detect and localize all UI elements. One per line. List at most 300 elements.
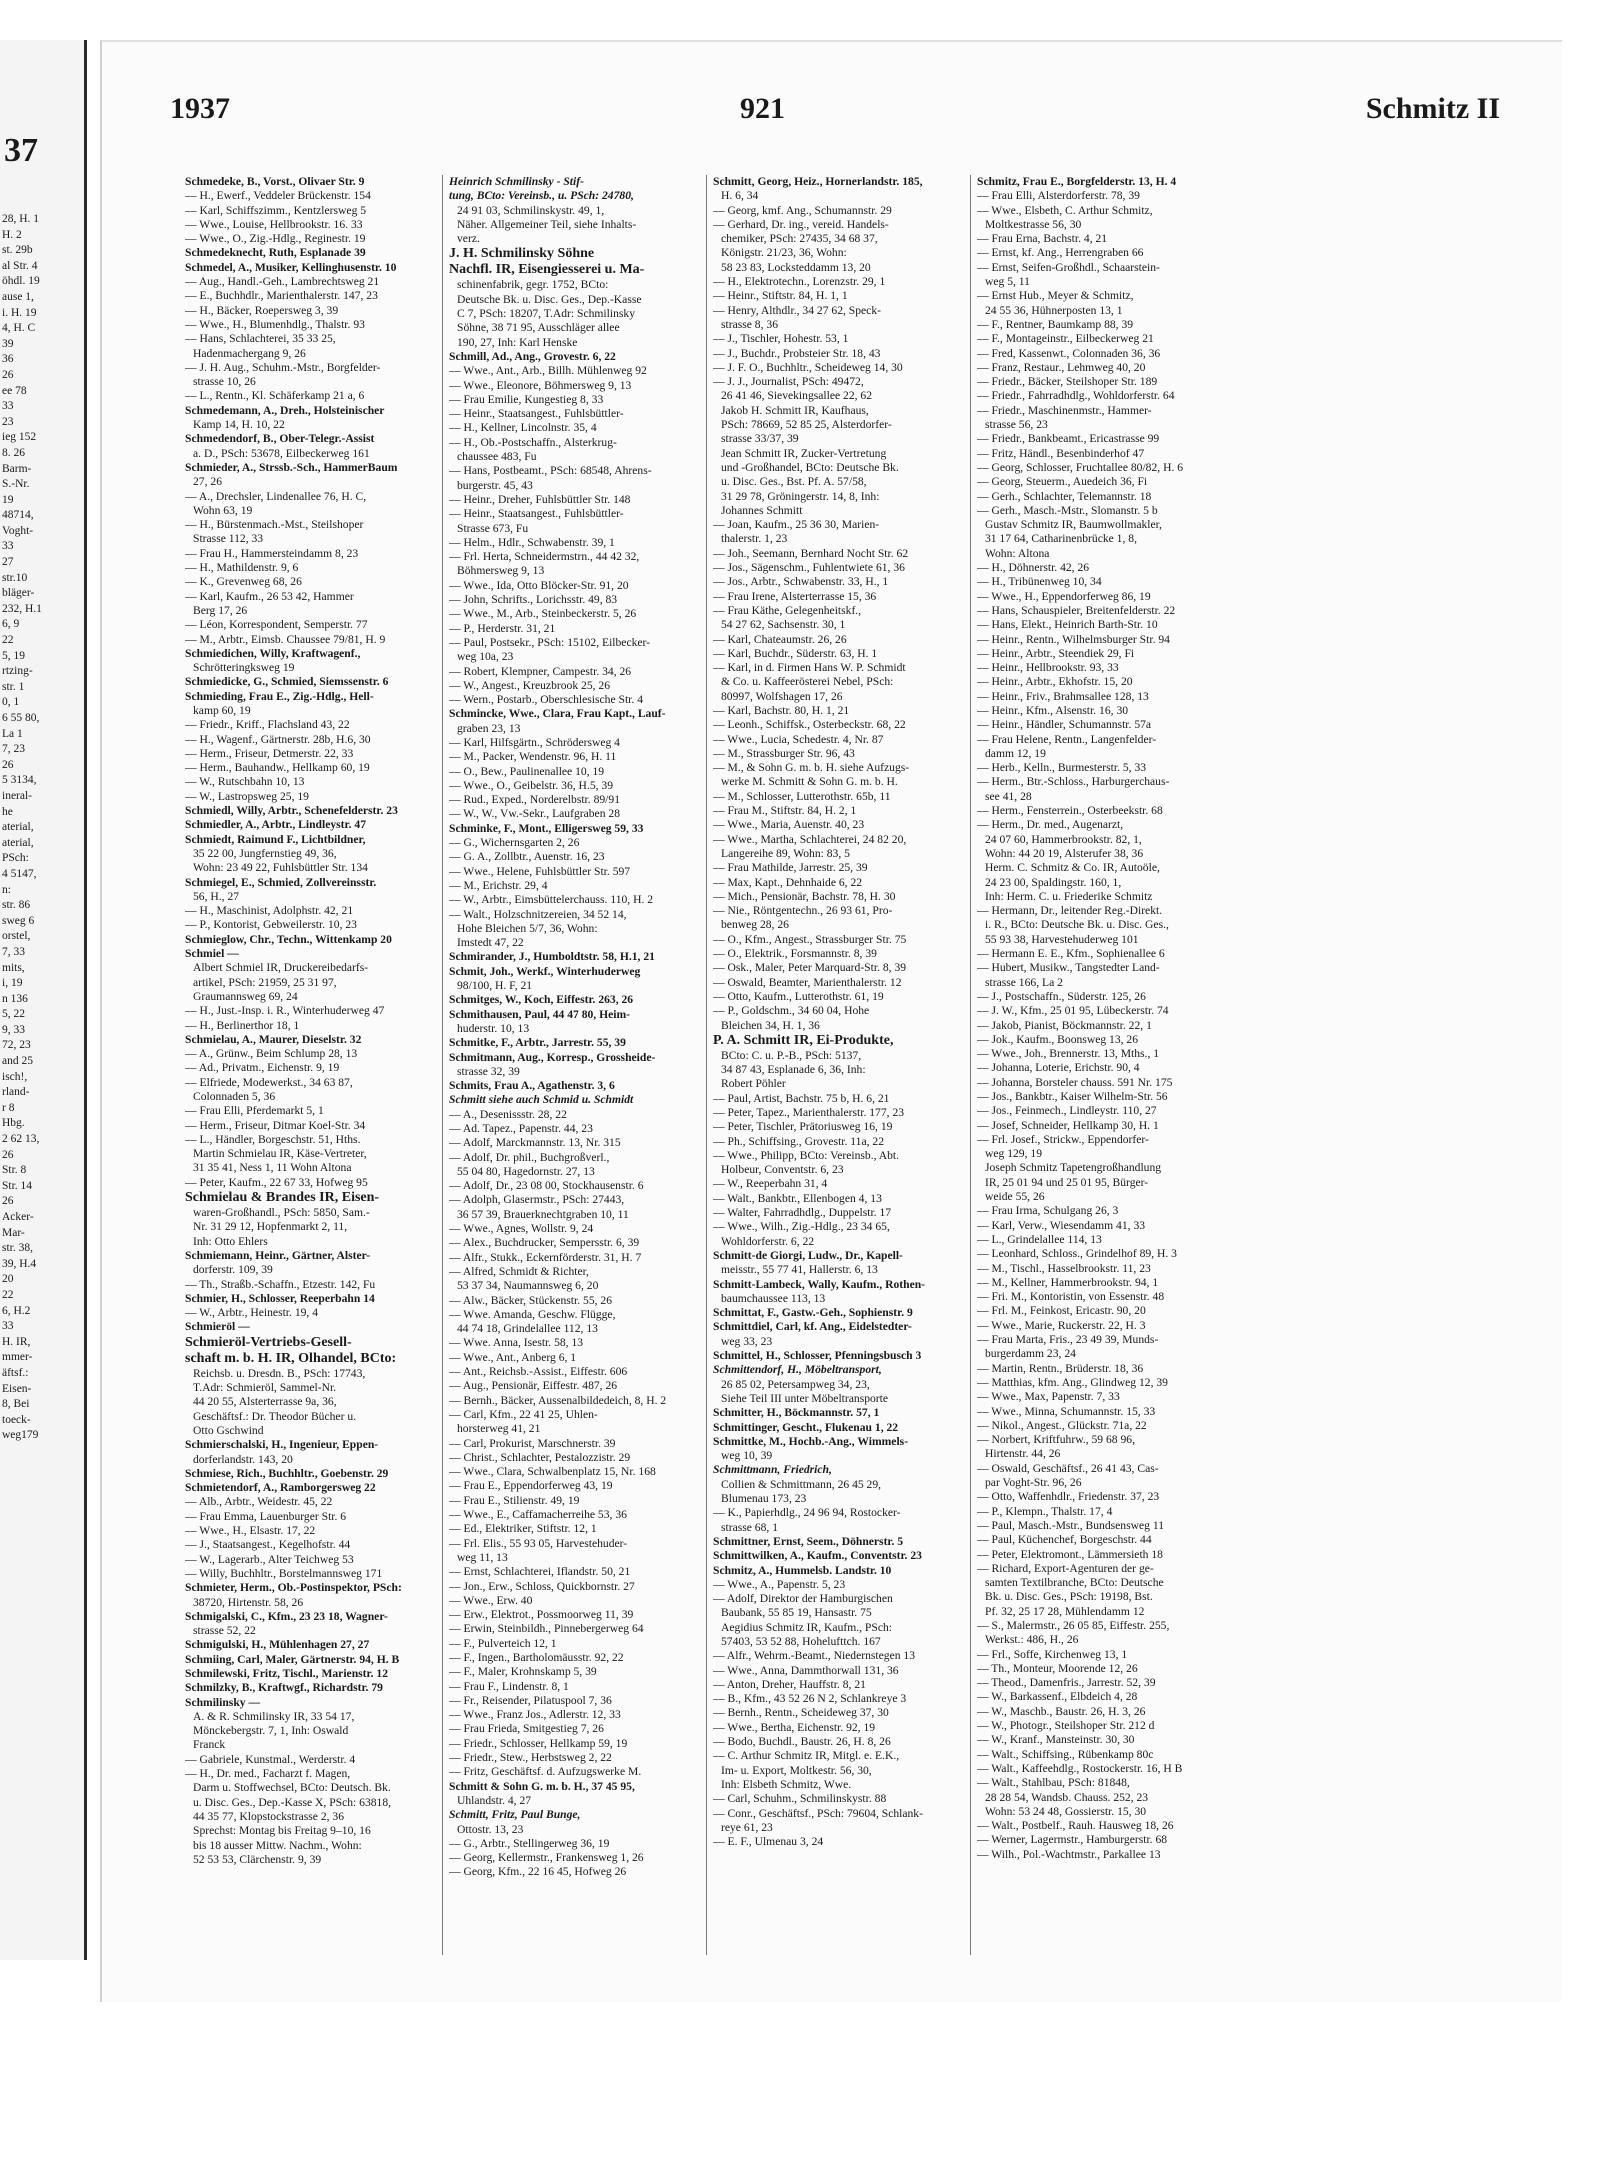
directory-entry-line: — Th., Straßb.-Schaffn., Etzestr. 142, Fu <box>185 1277 376 1291</box>
directory-entry-line: — Frau Mathilde, Jarrestr. 25, 39 <box>713 861 868 875</box>
directory-entry-line: — Friedr., Schlosser, Hellkamp 59, 19 <box>449 1736 628 1750</box>
previous-page-line: Eisen- <box>2 1382 32 1395</box>
previous-page-line: ineral- <box>2 789 33 802</box>
directory-entry-line: — Peter, Tapez., Marienthalerstr. 177, 23 <box>713 1106 905 1119</box>
directory-entry-line: — Karl, Buchdr., Süderstr. 63, H. 1 <box>713 646 878 660</box>
directory-entry-line: — Wwe. Amanda, Geschw. Flügge, <box>449 1307 616 1321</box>
directory-entry-line: — Bernh., Bäcker, Aussenalbildedeich, 8, H. 2 <box>449 1393 667 1407</box>
directory-entry-line: PSch: 78669, 52 85 25, Alsterdorfer- <box>721 418 892 432</box>
directory-entry-line: — Heinr., Händler, Schumannstr. 57a <box>977 718 1152 732</box>
directory-entry-line: strasse 32, 39 <box>457 1064 520 1078</box>
directory-entry-line: — C. Arthur Schmitz IR, Mitgl. e. E.K., <box>713 1749 900 1763</box>
previous-page-line: al Str. 4 <box>2 259 38 272</box>
directory-entry-line: 24 55 36, Hühnerposten 13, 1 <box>985 303 1123 317</box>
directory-entry-line: — Heinr., Staatsangest., Fuhlsbüttler- <box>449 407 624 421</box>
directory-entry-line: — Frau Elli, Pferdemarkt 5, 1 <box>185 1104 324 1118</box>
directory-entry-line: — Otto, Kaufm., Lutterothstr. 61, 19 <box>713 989 884 1003</box>
directory-entry-line: Schmittat, F., Gastw.-Geh., Sophienstr. 9 <box>713 1306 913 1320</box>
directory-entry-line: — H., Bürstenmach.-Mst., Steilshoper <box>185 518 364 532</box>
directory-entry-line: — Alfred, Schmidt & Richter, <box>449 1264 589 1278</box>
directory-entry-line: strasse 166, La 2 <box>985 975 1063 989</box>
directory-entry-line: Schmiedler, A., Arbtr., Lindleystr. 47 <box>185 818 367 832</box>
directory-entry-line: u. Disc. Ges., Dep.-Kasse X, PSch: 63818, <box>193 1795 392 1809</box>
directory-entry-line: Näher. Allgemeiner Teil, siehe Inhalts- <box>457 217 637 231</box>
directory-entry-line: — Oswald, Geschäftsf., 26 41 43, Cas- <box>977 1461 1159 1475</box>
previous-page-line: and 25 <box>2 1055 33 1068</box>
directory-entry-line: — Hermann E. E., Kfm., Sophienallee 6 <box>977 947 1165 961</box>
directory-entry-line: meisstr., 55 77 41, Hallerstr. 6, 13 <box>721 1263 878 1277</box>
directory-entry-line: Baubank, 55 85 19, Hansastr. 75 <box>721 1606 872 1620</box>
directory-entry-line: — Frl., Soffe, Kirchenweg 13, 1 <box>977 1647 1128 1661</box>
directory-entry-line: Schmieding, Frau E., Zig.-Hdlg., Hell- <box>185 689 374 703</box>
directory-entry-line: Werkst.: 486, H., 26 <box>985 1633 1079 1647</box>
directory-entry-line: — Heinr., Staatsangest., Fuhlsbüttler- <box>449 507 624 521</box>
directory-entry-line: — H., Tribünenweg 10, 34 <box>977 575 1102 589</box>
directory-entry-line: 190, 27, Inh: Karl Henske <box>457 335 578 349</box>
directory-entry-line: — Wwe., Martha, Schlachterei, 24 82 20, <box>713 832 907 846</box>
previous-page-number: 37 <box>4 132 38 169</box>
directory-entry-line: Colonnaden 5, 36 <box>193 1090 276 1103</box>
directory-entry-line: Darm u. Stoffwechsel, BCto: Deutsch. Bk. <box>193 1781 391 1795</box>
previous-page-line: sweg 6 <box>2 914 35 927</box>
directory-entry-line: Schmithausen, Paul, 44 47 80, Heim- <box>449 1007 630 1021</box>
directory-entry-line: — Jok., Kaufm., Boonsweg 13, 26 <box>977 1032 1139 1046</box>
directory-entry-line: graben 23, 13 <box>457 721 521 735</box>
previous-page-line: 33 <box>2 540 14 553</box>
directory-entry-line: — L., Rentn., Kl. Schäferkamp 21 a, 6 <box>185 389 365 403</box>
directory-entry-line: — A., Grünw., Beim Schlump 28, 13 <box>185 1047 358 1061</box>
directory-entry-line: — W., Angest., Kreuzbrook 25, 26 <box>449 678 611 692</box>
directory-entry-line: — Friedr., Maschinenmstr., Hammer- <box>977 403 1152 417</box>
directory-entry-line: 34 87 43, Esplanade 6, 36, Inh: <box>721 1063 866 1077</box>
directory-entry-line: strasse 56, 23 <box>985 418 1048 432</box>
directory-entry-line: — Peter, Kaufm., 22 67 33, Hofweg 95 <box>185 1175 368 1189</box>
directory-entry-line: Schmits, Frau A., Agathenstr. 3, 6 <box>449 1079 615 1093</box>
directory-entry-line: — Franz, Restaur., Lehmweg 40, 20 <box>977 360 1146 374</box>
directory-entry-line: Schmiese, Rich., Buchhltr., Goebenstr. 29 <box>185 1466 389 1480</box>
directory-entry-line: Holbeur, Conventstr. 6, 23 <box>721 1163 844 1177</box>
directory-entry-line: i. R., BCto: Deutsche Bk. u. Disc. Ges., <box>985 918 1169 932</box>
directory-entry-line: werke M. Schmitt & Sohn G. m. b. H. <box>721 775 898 789</box>
directory-entry-line: — Walt., Bankbtr., Ellenbogen 4, 13 <box>713 1191 882 1205</box>
directory-entry-line: T.Adr: Schmieröl, Sammel-Nr. <box>193 1381 337 1395</box>
directory-entry-line: — Adolf, Dr., 23 08 00, Stockhausenstr. 6 <box>449 1179 644 1193</box>
directory-entry-line: — H., Mathildenstr. 9, 6 <box>185 561 299 575</box>
previous-page-line: 9, 33 <box>2 1023 25 1036</box>
directory-entry-line: — M., Strassburger Str. 96, 43 <box>713 746 855 760</box>
directory-entry-line: — Frau Marta, Fris., 23 49 39, Munds- <box>977 1333 1159 1347</box>
directory-entry-line: — Frau E., Stilienstr. 49, 19 <box>449 1493 580 1507</box>
directory-entry-line: — Wwe., H., Elsastr. 17, 22 <box>185 1524 316 1538</box>
directory-entry-line: Herm. C. Schmitz & Co. IR, Autoöle, <box>985 861 1160 875</box>
previous-page-line: 33 <box>2 1320 14 1333</box>
directory-entry-line: — Martin, Rentn., Brüderstr. 18, 36 <box>977 1361 1144 1375</box>
previous-page-line: 36 <box>2 353 14 366</box>
directory-entry-line: huderstr. 10, 13 <box>457 1021 530 1035</box>
directory-entry-line: — Hubert, Musikw., Tangstedter Land- <box>977 961 1160 975</box>
directory-entry-line: — M., Erichstr. 29, 4 <box>449 878 548 892</box>
column-3 <box>713 175 961 1955</box>
directory-entry-line: IR, 25 01 94 und 25 01 95, Bürger- <box>985 1175 1149 1189</box>
directory-entry-line: Deutsche Bk. u. Disc. Ges., Dep.-Kasse <box>457 292 642 306</box>
directory-entry-line: Nr. 31 29 12, Hopfenmarkt 2, 11, <box>193 1220 348 1234</box>
directory-entry-line: — Richard, Export-Agenturen der ge- <box>977 1561 1154 1575</box>
directory-entry-line: thalerstr. 1, 23 <box>721 532 788 546</box>
directory-entry-line: — Friedr., Bäcker, Steilshoper Str. 189 <box>977 375 1158 389</box>
directory-entry-line: — Jos., Sägenschm., Fuhlentwiete 61, 36 <box>713 561 905 575</box>
directory-entry-line: — Wwe., Ant., Arb., Billh. Mühlenweg 92 <box>449 364 647 378</box>
directory-entry-line: Ottostr. 13, 23 <box>457 1822 524 1836</box>
directory-entry-line: weg 10a, 23 <box>457 650 514 664</box>
directory-entry-line: — F., Rentner, Baumkamp 88, 39 <box>977 317 1134 331</box>
directory-entry-line: — H., Döhnerstr. 42, 26 <box>977 561 1090 575</box>
directory-entry-line: — Frau Irene, Alsterterrasse 15, 36 <box>713 589 877 603</box>
directory-entry-line: — Jos., Arbtr., Schwabenstr. 33, H., 1 <box>713 575 889 589</box>
previous-page-line: 22 <box>2 634 14 647</box>
previous-page-line: str. 38, <box>2 1242 33 1255</box>
directory-entry-line: Blumenau 173, 23 <box>721 1492 807 1506</box>
directory-entry-line: Schmill, Ad., Ang., Grovestr. 6, 22 <box>449 349 616 363</box>
directory-entry-line: — M., Kellner, Hammerbrookstr. 94, 1 <box>977 1275 1159 1289</box>
directory-entry-line: — Fr., Reisender, Pilatuspool 7, 36 <box>449 1693 612 1707</box>
previous-page-line: 27 <box>2 556 14 569</box>
directory-entry-line: Imstedt 47, 22 <box>457 936 524 950</box>
directory-entry-line: strasse 33/37, 39 <box>721 432 799 446</box>
directory-entry-line: — G., Arbtr., Stellingerweg 36, 19 <box>449 1836 610 1850</box>
directory-entry-line: — Wwe., Franz Jos., Adlerstr. 12, 33 <box>449 1708 621 1722</box>
directory-entry-line: 36 57 39, Brauerknechtgraben 10, 11 <box>457 1207 629 1221</box>
directory-entry-line: — Herm., Bauhandw., Hellkamp 60, 19 <box>185 761 370 775</box>
directory-entry-line: — O., Bew., Paulinenallee 10, 19 <box>449 764 605 778</box>
previous-page-line: 4, H. C <box>2 322 36 335</box>
directory-entry-line: — H., Berlinerthor 18, 1 <box>185 1018 300 1032</box>
directory-entry-line: — E., Buchhdlr., Marienthalerstr. 147, 23 <box>185 289 378 303</box>
directory-entry-line: Inh: Elsbeth Schmitz, Wwe. <box>721 1777 852 1791</box>
directory-entry-line: Im- u. Export, Moltkestr. 56, 30, <box>721 1763 872 1777</box>
directory-entry-line: J. H. Schmilinsky Söhne <box>449 246 595 262</box>
directory-entry-line: — W., Kranf., Mansteinstr. 30, 30 <box>977 1733 1135 1747</box>
directory-entry-line: — Peter, Elektromont., Lämmersieth 18 <box>977 1547 1163 1561</box>
directory-entry-line: strasse 8, 36 <box>721 317 778 331</box>
directory-entry-line: — Fritz, Geschäftsf. d. Aufzugswerke M. <box>449 1765 642 1779</box>
previous-page-line: äftsf.: <box>2 1366 29 1379</box>
directory-entry-line: 57403, 53 52 88, Hohelufttch. 167 <box>721 1634 881 1648</box>
previous-page-line: H. IR, <box>2 1335 31 1348</box>
directory-entry-line: Schmieröl-Vertriebs-Gesell- <box>185 1334 352 1350</box>
directory-entry-line: Schmieröl — <box>185 1320 250 1334</box>
directory-entry-line: — Johanna, Borsteler chauss. 591 Nr. 175 <box>977 1075 1173 1089</box>
directory-entry-line: strasse 68, 1 <box>721 1520 778 1534</box>
directory-entry-line: — Georg, Steuerm., Auedeich 36, Fi <box>977 475 1148 489</box>
directory-entry-line: chaussee 483, Fu <box>457 450 537 464</box>
directory-entry-line: — Wwe., Louise, Hellbrookstr. 16. 33 <box>185 217 363 231</box>
directory-entry-line: Schmedeknecht, Ruth, Esplanade 39 <box>185 246 366 260</box>
directory-entry-line: 38720, Hirtenstr. 58, 26 <box>193 1595 304 1609</box>
directory-entry-line: — Jon., Erw., Schloss, Quickbornstr. 27 <box>449 1579 635 1593</box>
directory-entry-line: — Wwe., A., Papenstr. 5, 23 <box>713 1577 846 1591</box>
directory-entry-line: — Fri. M., Kontoristin, von Essenstr. 48 <box>977 1290 1165 1304</box>
directory-entry-line: — M., & Sohn G. m. b. H. siehe Aufzugs- <box>713 761 910 775</box>
directory-entry-line: — W., Arbtr., Heinestr. 19, 4 <box>185 1306 319 1320</box>
directory-entry-line: — Leonhard, Schloss., Grindelhof 89, H. 3 <box>977 1247 1177 1261</box>
directory-entry-line: — Wwe., Ant., Anberg 6, 1 <box>449 1350 577 1364</box>
directory-entry-line: Schmitke, F., Arbtr., Jarrestr. 55, 39 <box>449 1036 626 1050</box>
directory-entry-line: — Karl, Chateaumstr. 26, 26 <box>713 632 847 646</box>
directory-entry-line: — Helm., Hdlr., Schwabenstr. 39, 1 <box>449 535 615 549</box>
directory-entry-line: — Johanna, Loterie, Erichstr. 90, 4 <box>977 1061 1140 1075</box>
previous-page-line: 8. 26 <box>2 446 25 459</box>
previous-page-line: n 136 <box>2 992 28 1005</box>
directory-entry-line: Schmitt-Lambeck, Wally, Kaufm., Rothen- <box>713 1277 926 1291</box>
previous-page-line: he <box>2 805 13 818</box>
previous-page-line: La 1 <box>2 727 23 740</box>
previous-page-line: 232, H.1 <box>2 602 42 615</box>
directory-entry-line: — Paul, Postsekr., PSch: 15102, Eilbecker- <box>449 635 651 649</box>
previous-page-line: Acker- <box>2 1211 34 1223</box>
directory-entry-line: Schmielau & Brandes IR, Eisen- <box>185 1190 380 1206</box>
directory-entry-line: — Frau Frieda, Smitgestieg 7, 26 <box>449 1722 604 1736</box>
directory-entry-line: Mönckebergstr. 7, 1, Inh: Oswald <box>193 1724 349 1738</box>
directory-entry-line: Schmincke, Wwe., Clara, Frau Kapt., Lauf- <box>449 707 666 721</box>
directory-entry-line: — Wwe., Agnes, Wollstr. 9, 24 <box>449 1222 594 1236</box>
page-header <box>170 92 1500 142</box>
directory-entry-line: Schmiedicke, G., Schmied, Siemssenstr. 6 <box>185 675 389 689</box>
directory-entry-line: — W., W., Vw.-Sekr., Laufgraben 28 <box>449 807 620 821</box>
directory-entry-line: — Léon, Korrespondent, Semperstr. 77 <box>185 618 368 632</box>
directory-entry-line: Schmiedt, Raimund F., Lichtbildner, <box>185 832 366 846</box>
directory-entry-line: — Adolf, Dr. phil., Buchgroßverl., <box>449 1150 610 1164</box>
directory-entry-line: Jean Schmitt IR, Zucker-Vertretung <box>721 446 887 460</box>
previous-page-line: bläger- <box>2 587 35 600</box>
directory-entry-line: — Jos., Feinmech., Lindleystr. 110, 27 <box>977 1104 1157 1118</box>
directory-entry-line: — Matthias, kfm. Ang., Glindweg 12, 39 <box>977 1375 1168 1389</box>
directory-entry-line: — Willy, Buchhltr., Borstelmannsweg 171 <box>185 1566 383 1580</box>
directory-entry-line: — Bernh., Rentn., Scheideweg 37, 30 <box>713 1706 889 1720</box>
directory-entry-line: — Christ., Schlachter, Pestalozzistr. 29 <box>449 1450 631 1464</box>
previous-page-line: 48714, <box>2 509 34 522</box>
directory-entry-line: — Wwe., H., Eppendorferweg 86, 19 <box>977 589 1151 603</box>
directory-entry-line: — Herb., Kelln., Burmesterstr. 5, 33 <box>977 761 1147 775</box>
directory-entry-line: — Frau E., Eppendorferweg 43, 19 <box>449 1479 613 1493</box>
directory-entry-line: — Karl, Verw., Wiesendamm 41, 33 <box>977 1218 1146 1232</box>
directory-entry-line: — Georg, Kfm., 22 16 45, Hofweg 26 <box>449 1865 627 1879</box>
directory-entry-line: — Walt., Schiffsing., Rübenkamp 80c <box>977 1747 1154 1761</box>
directory-entry-line: — Ad., Privatm., Eichenstr. 9, 19 <box>185 1061 340 1075</box>
previous-page-line: str. 86 <box>2 899 31 912</box>
previous-page-text <box>2 212 82 1444</box>
directory-entry-line: weg 11, 13 <box>457 1550 508 1564</box>
directory-entry-line: 98/100, H. F, 21 <box>457 979 533 993</box>
directory-entry-line: Schmitt & Sohn G. m. b. H., 37 45 95, <box>449 1779 635 1793</box>
directory-entry-line: — J., Buchdr., Probsteier Str. 18, 43 <box>713 346 881 360</box>
directory-entry-line: — Th., Monteur, Moorende 12, 26 <box>977 1661 1138 1675</box>
previous-page-line: r 8 <box>2 1101 15 1114</box>
directory-entry-line: — J., Postschaffn., Süderstr. 125, 26 <box>977 989 1146 1003</box>
directory-entry-line: — Frl. M., Feinkost, Ericastr. 90, 20 <box>977 1304 1146 1318</box>
previous-page-line: n: <box>2 883 11 896</box>
directory-entry-line: — O., Kfm., Angest., Strassburger Str. 75 <box>713 932 907 946</box>
directory-entry-line: — H., Kellner, Lincolnstr. 35, 4 <box>449 421 597 435</box>
directory-entry-line: — Friedr., Fahrradhdlg., Wohldorferstr. 64 <box>977 389 1175 403</box>
directory-entry-line: benweg 28, 26 <box>721 918 789 932</box>
directory-entry-line: 52 53 53, Clärchenstr. 9, 39 <box>193 1852 322 1866</box>
directory-entry-line: — P., Goldschm., 34 60 04, Hohe <box>713 1004 870 1018</box>
directory-entry-line: Schmitter, H., Böckmannstr. 57, 1 <box>713 1406 880 1420</box>
directory-entry-line: — Peter, Tischler, Prätoriusweg 16, 19 <box>713 1120 893 1134</box>
directory-entry-line: Schmittdiel, Carl, kf. Ang., Eidelstedter- <box>713 1320 912 1334</box>
directory-entry-line: 44 35 77, Klopstockstrasse 2, 36 <box>193 1809 345 1823</box>
directory-entry-line: 24 91 03, Schmilinskystr. 49, 1, <box>457 203 605 217</box>
directory-entry-line: 24 07 60, Hammerbrookstr. 82, 1, <box>985 832 1142 846</box>
directory-entry-line: Schminke, F., Mont., Elligersweg 59, 33 <box>449 821 644 835</box>
directory-entry-line: Königstr. 21/23, 36, Wohn: <box>721 246 847 260</box>
directory-entry-line: — Wwe., Ida, Otto Blöcker-Str. 91, 20 <box>449 578 629 592</box>
directory-entry-line: — W., Arbtr., Eimsbüttelerchauss. 110, H. 2 <box>449 893 654 907</box>
directory-entry-line: weg 5, 11 <box>985 275 1030 289</box>
directory-entry-line: — Karl, Bachstr. 80, H. 1, 21 <box>713 703 850 717</box>
directory-entry-line: — Wwe., Elsbeth, C. Arthur Schmitz, <box>977 203 1153 217</box>
directory-entry-line: — Fritz, Händl., Besenbinderhof 47 <box>977 446 1145 460</box>
previous-page-line: 5, 22 <box>2 1008 25 1021</box>
directory-entry-line: Schmiegel, E., Schmied, Zollvereinsstr. <box>185 875 377 889</box>
directory-entry-line: — Heinr., Hellbrookstr. 93, 33 <box>977 661 1119 675</box>
directory-entry-line: — Oswald, Beamter, Marienthalerstr. 12 <box>713 975 902 989</box>
directory-entry-line: Schmedeke, B., Vorst., Olivaer Str. 9 <box>185 175 365 188</box>
directory-entry-line: a. D., PSch: 53678, Eilbeckerweg 161 <box>193 446 370 460</box>
directory-entry-line: schaft m. b. H. IR, Olhandel, BCto: <box>185 1350 397 1366</box>
directory-entry-line: — S., Malermstr., 26 05 85, Eiffestr. 255, <box>977 1618 1170 1632</box>
directory-entry-line: Heinrich Schmilinsky - Stif- <box>449 175 584 188</box>
directory-entry-line: Schmittwilken, A., Kaufm., Conventstr. 23 <box>713 1549 922 1563</box>
directory-entry-line: — H., Ob.-Postschaffn., Alsterkrug- <box>449 435 617 449</box>
directory-entry-line: — H., Bäcker, Roepersweg 3, 39 <box>185 303 339 317</box>
directory-entry-line: — W., Lagerarb., Alter Teichweg 53 <box>185 1552 354 1566</box>
previous-page-line: Barm- <box>2 462 32 475</box>
directory-entry-line: — Herm., Dr. med., Augenarzt, <box>977 818 1124 832</box>
directory-entry-line: u. Disc. Ges., Bst. Pf. A. 57/58, <box>721 475 867 489</box>
directory-entry-line: 31 29 78, Gröningerstr. 14, 8, Inh: <box>721 489 880 503</box>
directory-entry-line: artikel, PSch: 21959, 25 31 97, <box>193 975 337 989</box>
previous-page-line: 0, 1 <box>2 696 20 709</box>
directory-entry-line: Schmiedl, Willy, Arbtr., Schenefelderstr. 23 <box>185 804 398 818</box>
directory-entry-line: — H., Maschinist, Adolphstr. 42, 21 <box>185 904 354 918</box>
directory-entry-line: 24 23 00, Spaldingstr. 160, 1, <box>985 875 1122 889</box>
directory-entry-line: Inh: Herm. C. u. Friederike Schmitz <box>985 889 1153 903</box>
directory-entry-line: — Hans, Schauspieler, Breitenfelderstr. 22 <box>977 603 1176 617</box>
directory-entry-line: Schmittke, M., Hochb.-Ang., Wimmels- <box>713 1434 909 1448</box>
directory-entry-line: — Alfr., Stukk., Eckernförderstr. 31, H. 7 <box>449 1250 642 1264</box>
directory-entry-line: — Wwe., Helene, Fuhlsbüttler Str. 597 <box>449 864 631 878</box>
directory-entry-line: — Wwe., M., Arb., Steinbeckerstr. 5, 26 <box>449 607 637 621</box>
directory-entry-line: — J. H. Aug., Schuhm.-Mstr., Borgfelder- <box>185 360 381 374</box>
directory-entry-line: Schmier, H., Schlosser, Reeperbahn 14 <box>185 1291 375 1305</box>
directory-entry-line: Reichsb. u. Dresdn. B., PSch: 17743, <box>193 1366 366 1380</box>
directory-entry-line: & Co. u. Kaffeerösterei Nebel, PSch: <box>721 675 894 689</box>
directory-entry-line: Wohn: 23 49 22, Fuhlsbüttler Str. 134 <box>193 861 368 875</box>
directory-entry-line: — Herm., Fensterrein., Osterbeekstr. 68 <box>977 804 1163 818</box>
directory-entry-line: Wohn 63, 19 <box>193 503 253 517</box>
directory-entry-line: — G. A., Zollbtr., Auenstr. 16, 23 <box>449 850 605 864</box>
directory-entry-line: — M., Packer, Wendenstr. 96, H. 11 <box>449 750 617 764</box>
directory-entry-line: — Frau Käthe, Gelegenheitskf., <box>713 603 862 617</box>
directory-entry-line: — Fred, Kassenwt., Colonnaden 36, 36 <box>977 346 1161 360</box>
directory-entry-line: Graumannsweg 69, 24 <box>193 989 298 1003</box>
directory-entry-line: — Jakob, Pianist, Böckmannstr. 22, 1 <box>977 1018 1152 1032</box>
previous-page-edge <box>0 40 87 1960</box>
directory-entry-line: — H., Wagenf., Gärtnerstr. 28b, H.6, 30 <box>185 732 371 746</box>
directory-entry-line: — Wwe., O., Zig.-Hdlg., Reginestr. 19 <box>185 232 366 246</box>
directory-entry-line: Bleichen 34, H. 1, 36 <box>721 1018 820 1032</box>
directory-entry-line: schinenfabrik, gegr. 1752, BCto: <box>457 278 609 292</box>
directory-entry-line: — Frau Helene, Rentn., Langenfelder- <box>977 732 1157 746</box>
directory-entry-line: Gustav Schmitz IR, Baumwollmakler, <box>985 518 1162 532</box>
previous-page-line: 4 5147, <box>2 867 37 880</box>
previous-page-line: 7, 23 <box>2 743 25 756</box>
directory-entry-line: Hirtenstr. 44, 26 <box>985 1447 1061 1461</box>
directory-entry-line: 26 85 02, Petersampweg 34, 23, <box>721 1377 870 1391</box>
directory-entry-line: — Elfriede, Modewerkst., 34 63 87, <box>185 1075 353 1089</box>
directory-entry-line: — Hans, Postbeamt., PSch: 68548, Ahrens- <box>449 464 652 478</box>
directory-columns <box>185 175 1500 1955</box>
directory-entry-line: — Heinr., Stiftstr. 84, H. 1, 1 <box>713 289 848 303</box>
directory-entry-line: strasse 52, 22 <box>193 1624 256 1638</box>
directory-entry-line: Strasse 112, 33 <box>193 532 264 546</box>
previous-page-line: str.10 <box>2 571 28 584</box>
previous-page-line: 7, 33 <box>2 945 25 958</box>
directory-entry-line: 56, H., 27 <box>193 889 240 903</box>
previous-page-line: 72, 23 <box>2 1039 31 1052</box>
directory-entry-line: — Nie., Röntgentechn., 26 93 61, Pro- <box>713 904 893 918</box>
directory-entry-line: — Conr., Geschäftsf., PSch: 79604, Schlank- <box>713 1806 923 1820</box>
previous-page-line: toeck- <box>2 1413 31 1426</box>
directory-entry-line: — Wwe., H., Blumenhdlg., Thalstr. 93 <box>185 317 365 331</box>
directory-entry-line: damm 12, 19 <box>985 746 1046 760</box>
directory-entry-line: Söhne, 38 71 95, Ausschläger allee <box>457 321 620 335</box>
directory-entry-line: Schmilzky, B., Kraftwgf., Richardstr. 79 <box>185 1681 383 1695</box>
directory-entry-line: — Gerh., Schlachter, Telemannstr. 18 <box>977 489 1152 503</box>
directory-entry-line: — Georg, Schlosser, Fruchtallee 80/82, H. 6 <box>977 460 1184 474</box>
previous-page-line: mits, <box>2 961 25 974</box>
previous-page-line: 26 <box>2 1148 14 1161</box>
directory-entry-line: — Frl. Herta, Schneidermstrn., 44 42 32, <box>449 550 640 564</box>
previous-page-line: H. 2 <box>2 228 22 241</box>
previous-page-line: aterial, <box>2 836 34 849</box>
directory-entry-line: Geschäftsf.: Dr. Theodor Bücher u. <box>193 1409 357 1423</box>
directory-entry-line: — Ernst, Seifen-Großhdl., Schaarstein- <box>977 260 1160 274</box>
directory-entry-line: — Karl, Hilfsgärtn., Schrödersweg 4 <box>449 735 620 749</box>
directory-entry-line: waren-Großhandl., PSch: 5850, Sam.- <box>193 1206 370 1220</box>
previous-page-line: 5, 19 <box>2 649 25 662</box>
previous-page-line: ieg 152 <box>2 431 37 444</box>
directory-entry-line: Schmedendorf, B., Ober-Telegr.-Assist <box>185 432 375 446</box>
directory-entry-line: Wohn: Altona <box>985 546 1050 560</box>
directory-entry-line: — Georg, Kellermstr., Frankensweg 1, 26 <box>449 1851 644 1865</box>
directory-entry-line: — L., Grindelallee 114, 13 <box>977 1232 1102 1246</box>
previous-page-line: isch!, <box>2 1070 28 1083</box>
directory-entry-line: — M., Tischl., Hasselbrookstr. 11, 23 <box>977 1261 1151 1275</box>
directory-entry-line: Joseph Schmitz Tapetengroßhandlung <box>985 1161 1162 1175</box>
directory-entry-line: Schmittel, H., Schlosser, Pfenningsbusch 3 <box>713 1349 922 1363</box>
directory-entry-line: Schmieder, A., Strssb.-Sch., HammerBaum <box>185 460 398 474</box>
directory-entry-line: reye 61, 23 <box>721 1820 773 1834</box>
directory-entry-line: — Wwe., Philipp, BCto: Vereinsb., Abt. <box>713 1148 900 1162</box>
directory-entry-line: 54 27 62, Sachsenstr. 30, 1 <box>721 618 846 632</box>
previous-page-line: 6 55 80, <box>2 712 40 724</box>
directory-entry-line: — Paul, Artist, Bachstr. 75 b, H. 6, 21 <box>713 1091 890 1105</box>
previous-page-line: Voght- <box>2 524 34 537</box>
previous-page-line: 39 <box>2 337 14 350</box>
directory-entry-line: — W., Maschb., Baustr. 26, H. 3, 26 <box>977 1704 1146 1718</box>
